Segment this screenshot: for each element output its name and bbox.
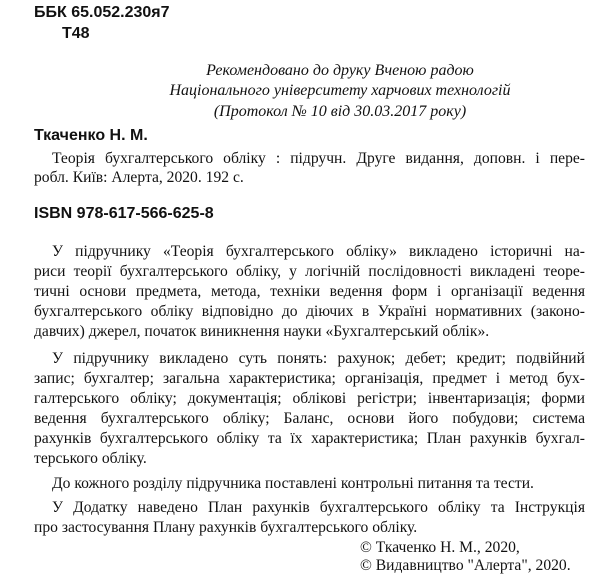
abstract-p2-line-4: ведення бухгалтерського обліку; Баланс, основи його побудови; система (34, 410, 585, 427)
abstract-p2-line-2: запис; бухгалтер; загальна характеристика; організація, предмет і метод бух- (34, 370, 585, 387)
abstract-p2-line-5: рахунків бухгалтерського обліку та їх характеристика; План рахунків бухгал- (34, 430, 585, 447)
abstract-p1-line-3: тичні основи предмета, метода, техніки ведення форм і організації ведення (34, 283, 585, 300)
index-code: Т48 (62, 25, 90, 42)
recommendation-line-2: Національного університету харчових технологій (169, 82, 511, 99)
abstract-p4-line-1: У Додатку наведено План рахунків бухгалтерського обліку та Інструкція (52, 499, 585, 516)
copyright-line-1: © Ткаченко Н. М., 2020, (360, 539, 520, 556)
abstract-p1-line-4: бухгалтерського обліку відповідно до діючих в Україні нормативних (законо- (34, 303, 585, 320)
author-name: Ткаченко Н. М. (34, 127, 148, 144)
abstract-p2-line-3: галтерського обліку; документація; облікові регістри; інвентаризація; форми (34, 390, 585, 407)
bibliography-line-2: робл. Київ: Алерта, 2020. 192 с. (34, 169, 244, 186)
abstract-p1-line-1: У підручнику «Теорія бухгалтерського обліку» викладено історичні на- (52, 243, 585, 260)
recommendation-line-1: Рекомендовано до друку Вченою радою (206, 62, 474, 79)
abstract-p4-line-2: про застосування Плану рахунків бухгалтерського обліку. (34, 519, 418, 536)
bbk-code: ББК 65.052.230я7 (34, 4, 170, 21)
abstract-p2-line-1: У підручнику викладено суть понять: рахунок; дебет; кредит; подвійний (52, 350, 585, 367)
isbn: ISBN 978-617-566-625-8 (34, 205, 214, 222)
recommendation-line-3: (Протокол № 10 від 30.03.2017 року) (213, 103, 467, 120)
abstract-p3-line-1: До кожного розділу підручника поставлені контрольні питання та тести. (52, 475, 534, 492)
abstract-p1-line-2: риси теорії бухгалтерського обліку, у логічній послідовності викладені теоре- (34, 263, 585, 280)
abstract-p2-line-6: терського обліку. (34, 450, 147, 467)
abstract-p1-line-5: давчих) джерел, початок виникнення науки «Бухгалтерський облік». (34, 323, 490, 340)
copyright-line-2: © Видавництво "Алерта", 2020. (360, 557, 571, 574)
bibliography-line-1: Теорія бухгалтерського обліку : підручн. Друге видання, доповн. і пере- (52, 150, 585, 167)
